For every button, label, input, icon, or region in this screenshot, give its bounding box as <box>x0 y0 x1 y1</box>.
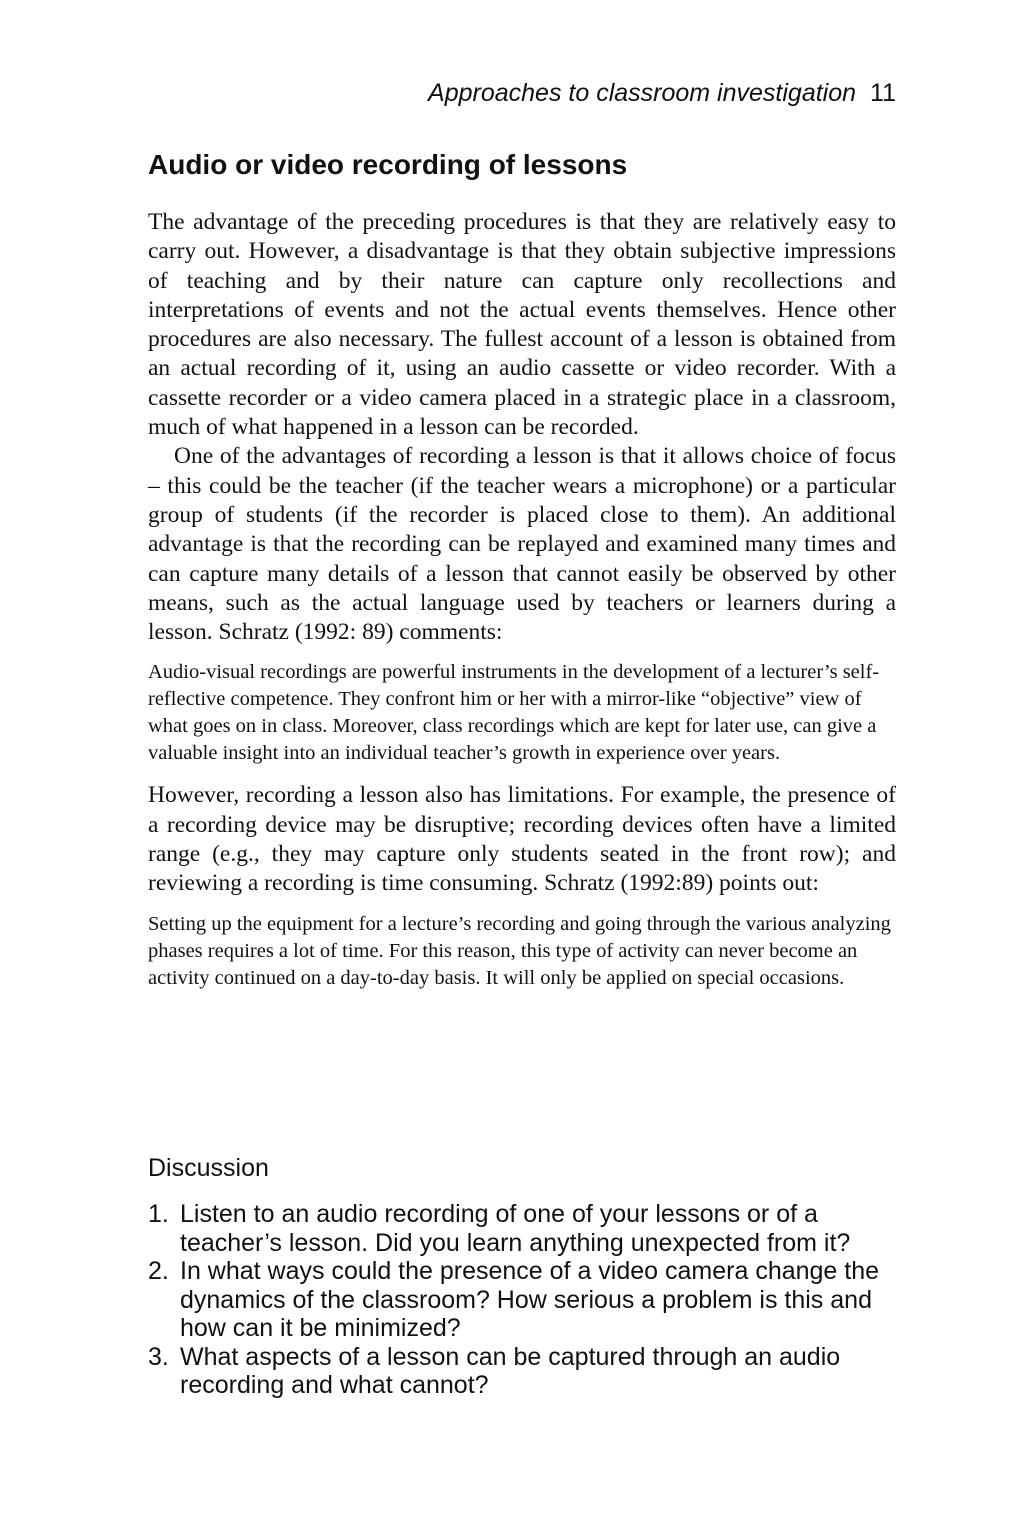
discussion-heading: Discussion <box>148 1154 269 1182</box>
block-quote-schratz-1: Audio-visual recordings are powerful instruments in the development of a lecturer’s self-reflective competence. They confront him or her with a mirror-like “objective” view of what goes on in class. Moreover, class recordings which are kept for later use, can give a valuable insight into an individual teacher’s growth in experience over years. <box>148 661 880 765</box>
list-item-number: 2. <box>148 1257 169 1285</box>
list-item <box>148 1200 896 1257</box>
list-item <box>148 1257 896 1343</box>
list-item <box>148 1343 896 1400</box>
list-item-text: Listen to an audio recording of one of your lessons or of a teacher’s lesson. Did you learn anything unexpected from it? <box>180 1200 851 1257</box>
paragraph-intro: The advantage of the preceding procedures is that they are relatively easy to carry out. However, a disadvantage is that they obtain subjective impressions of teaching and by their nature can capture only recollections and interpretations of events and not the actual events themselves. Hence other procedures are also necessary. The fullest account of a lesson is obtained from an actual recording of it, using an audio cassette or video recorder. With a cassette recorder or a video camera placed in a strategic place in a classroom, much of what happened in a lesson can be recorded. <box>148 209 896 441</box>
section-body <box>148 208 896 992</box>
discussion-section <box>148 1152 896 1400</box>
list-item-number: 3. <box>148 1342 169 1371</box>
block-quote-schratz-2: Setting up the equipment for a lecture’s recording and going through the various analyzing phases requires a lot of time. For this reason, this type of activity can never become an activity continued on a day-to-day basis. It will only be applied on special occasions. <box>148 912 891 989</box>
list-item-number: 1. <box>148 1200 169 1228</box>
section-heading: Audio or video recording of lessons <box>148 149 628 180</box>
page-number: 11 <box>870 79 896 107</box>
discussion-list <box>148 1200 896 1400</box>
paragraph-advantages: One of the advantages of recording a lesson is that it allows choice of focus – this could be the teacher (if the teacher wears a microphone) or a particular group of students (if the recorder is placed close to them). An additional advantage is that the recording can be replayed and examined many times and can capture many details of a lesson that cannot easily be observed by other means, such as the actual language used by teachers or learners during a lesson. Schratz (1992: 89) comments: <box>148 443 896 646</box>
list-item-text: In what ways could the presence of a video camera change the dynamics of the classroom? How serious a problem is this and how can it be minimized? <box>180 1257 880 1342</box>
running-head <box>428 78 896 108</box>
running-head-title: Approaches to classroom investigation <box>428 79 857 107</box>
list-item-text: What aspects of a lesson can be captured through an audio recording and what cannot? <box>180 1342 841 1399</box>
paragraph-limitations: However, recording a lesson also has limitations. For example, the presence of a recording device may be disruptive; recording devices often have a limited range (e.g., they may capture only students seated in the front row); and reviewing a recording is time consuming. Schratz (1992:89) points out: <box>148 782 896 897</box>
